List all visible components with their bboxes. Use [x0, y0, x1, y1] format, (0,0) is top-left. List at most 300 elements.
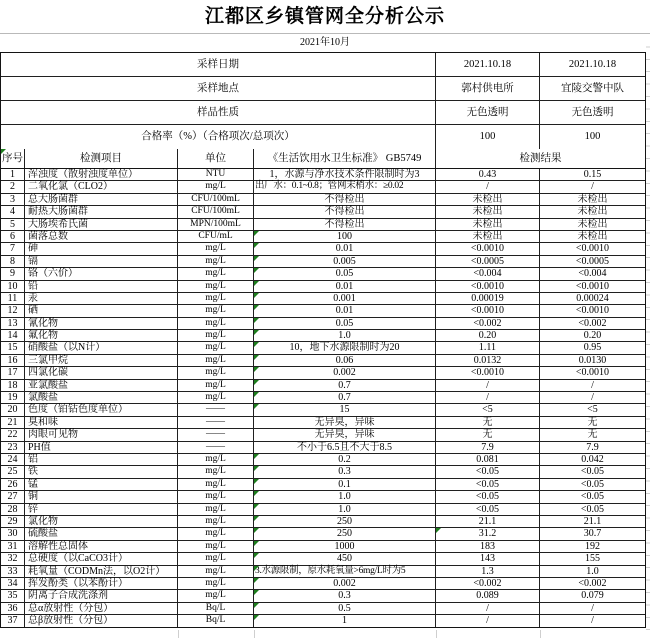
table-row: [1, 603, 645, 615]
cell-item: 臭和味: [25, 417, 178, 428]
cell-result-1: [436, 268, 540, 279]
cell-no: 19: [1, 392, 25, 403]
cell-standard: [254, 553, 436, 564]
cell-unit: MPN/100mL: [178, 219, 254, 230]
cell-result-1-text: 143: [480, 553, 495, 565]
error-triangle-icon: [254, 541, 259, 546]
cell-result-1-text: <0.002: [473, 577, 502, 589]
cell-result-1-text: <0.0010: [470, 280, 505, 292]
cell-item: 溶解性总固体: [25, 541, 178, 552]
cell-item: 阴离子合成洗涤剂: [25, 590, 178, 601]
cell-standard: [254, 219, 436, 230]
table-row: [1, 491, 645, 503]
cell-result-2: /: [591, 379, 594, 391]
cell-result-2: <0.0010: [575, 280, 610, 292]
cell-result-1-text: /: [486, 615, 489, 627]
cell-result-1: [436, 404, 540, 415]
cell-item: 铝: [25, 454, 178, 465]
error-triangle-icon: [254, 479, 259, 484]
table-row: [1, 293, 645, 305]
table-row: [1, 504, 645, 516]
cell-result-2: <0.004: [578, 268, 607, 280]
error-triangle-icon: [254, 615, 259, 620]
cell-result-1-text: 无: [482, 416, 493, 428]
cell-result-1-text: <0.05: [475, 491, 500, 503]
info-row: [1, 53, 645, 77]
cell-unit: mg/L: [178, 367, 254, 378]
cell-standard-text: 不得检出: [324, 193, 365, 205]
cell-result-2: 0.042: [581, 453, 604, 465]
cell-unit: NTU: [178, 169, 254, 180]
error-triangle-icon: [254, 318, 259, 323]
cell-standard: [254, 590, 436, 601]
cell-standard: [254, 206, 436, 217]
cell-standard-text: 0.01: [335, 243, 354, 255]
cell-item: 氰化物: [25, 318, 178, 329]
table-row: [1, 578, 645, 590]
cell-result-1-text: /: [486, 379, 489, 391]
cell-result-1: [436, 516, 540, 527]
cell-no: 17: [1, 367, 25, 378]
cell-no: 23: [1, 442, 25, 453]
cell-result-2: 0.00024: [576, 292, 609, 304]
cell-result-1-text: 31.2: [478, 528, 497, 540]
sheet-gridline: [540, 630, 541, 638]
cell-standard-text: 0.3: [338, 466, 351, 478]
cell-standard-text: 0.5: [338, 602, 351, 614]
cell-result-1: [436, 305, 540, 316]
cell-result-2: 未检出: [577, 230, 608, 242]
cell-result-1: [436, 553, 540, 564]
cell-no: 16: [1, 355, 25, 366]
table-row: [1, 305, 645, 317]
table-row: [1, 330, 645, 342]
col-header-item: 检测项目: [25, 149, 178, 168]
cell-standard: [254, 169, 436, 180]
cell-unit: mg/L: [178, 342, 254, 353]
cell-result-1-text: <0.05: [475, 478, 500, 490]
info-value-2: 2021.10.18: [568, 59, 617, 70]
error-triangle-icon: [254, 466, 259, 471]
cell-unit: Bq/L: [178, 603, 254, 614]
table-row: [1, 392, 645, 404]
cell-result-2: 30.7: [583, 528, 602, 540]
cell-result-1-text: 0.43: [478, 169, 497, 180]
cell-unit: mg/L: [178, 553, 254, 564]
cell-no: 35: [1, 590, 25, 601]
cell-result-2: 未检出: [577, 218, 608, 230]
cell-no: 18: [1, 380, 25, 391]
cell-result-1: [436, 231, 540, 242]
cell-result-2: <0.0010: [575, 243, 610, 255]
cell-no: 34: [1, 578, 25, 589]
error-triangle-icon: [254, 355, 259, 360]
table-row: [1, 528, 645, 540]
cell-item: 镉: [25, 256, 178, 267]
table-row: [1, 566, 645, 578]
cell-result-1-text: 1.11: [478, 342, 497, 354]
cell-standard-text: 0.06: [335, 354, 354, 366]
error-triangle-icon: [254, 516, 259, 521]
cell-standard-text: 0.005: [333, 255, 356, 267]
cell-unit: mg/L: [178, 590, 254, 601]
sheet-gridlines-right: [646, 35, 650, 638]
cell-result-1: [436, 541, 540, 552]
cell-standard-text: 15: [339, 404, 350, 416]
analysis-table: [0, 52, 646, 628]
table-row: [1, 479, 645, 491]
col-header-unit: 单位: [178, 149, 254, 168]
cell-result-1-text: 0.20: [478, 330, 497, 342]
cell-no: 25: [1, 466, 25, 477]
cell-result-1-text: 0.0132: [473, 354, 502, 366]
table-row: [1, 417, 645, 429]
cell-unit: CFU/100mL: [178, 206, 254, 217]
cell-result-2: 155: [585, 553, 600, 565]
table-row: [1, 243, 645, 255]
cell-result-2: <0.0010: [575, 367, 610, 379]
cell-no: 2: [1, 181, 25, 192]
info-rows: [1, 53, 645, 149]
cell-result-1-text: <0.0010: [470, 367, 505, 379]
cell-result-2: /: [591, 392, 594, 404]
cell-standard: [254, 516, 436, 527]
cell-item: 氟化物: [25, 330, 178, 341]
cell-result-1-text: /: [486, 181, 489, 193]
cell-standard: [254, 256, 436, 267]
cell-item: 氯酸盐: [25, 392, 178, 403]
cell-no: 3: [1, 194, 25, 205]
cell-no: 6: [1, 231, 25, 242]
cell-item: 色度（铂钴色度单位）: [25, 404, 178, 415]
cell-standard-text: 0.2: [338, 453, 351, 465]
cell-standard-text: 0.002: [333, 577, 356, 589]
info-value-2: 无色透明: [571, 107, 614, 118]
table-row: [1, 454, 645, 466]
cell-result-2: /: [591, 181, 594, 193]
cell-unit: mg/L: [178, 541, 254, 552]
cell-item: 氯化物: [25, 516, 178, 527]
cell-unit: mg/L: [178, 243, 254, 254]
table-row: [1, 355, 645, 367]
cell-standard: [254, 615, 436, 627]
cell-item: 大肠埃希氏菌: [25, 219, 178, 230]
cell-result-2: /: [591, 615, 594, 627]
cell-result-2: 0.20: [583, 330, 602, 342]
cell-standard: [254, 541, 436, 552]
cell-item: 砷: [25, 243, 178, 254]
cell-standard: [254, 442, 436, 453]
cell-standard: [254, 466, 436, 477]
cell-standard: [254, 578, 436, 589]
table-row: [1, 442, 645, 454]
cell-standard-text: 3.水源限制，原水耗氧量>6mg/L时为5: [255, 565, 406, 576]
table-row: [1, 553, 645, 565]
cell-unit: mg/L: [178, 268, 254, 279]
cell-result-1: [436, 243, 540, 254]
cell-unit: mg/L: [178, 479, 254, 490]
sheet-gridline: [178, 630, 179, 638]
cell-standard: [254, 603, 436, 614]
cell-item: 铬（六价）: [25, 268, 178, 279]
cell-no: 28: [1, 504, 25, 515]
cell-unit: ——: [178, 417, 254, 428]
cell-no: 21: [1, 417, 25, 428]
info-label: 采样日期: [1, 53, 436, 76]
cell-standard-text: 出厂水：0.1~0.8；管网末梢水：≥0.02: [255, 181, 404, 192]
cell-standard-text: 1000: [334, 540, 355, 552]
error-triangle-icon: [254, 367, 259, 372]
error-triangle-icon: [254, 404, 259, 409]
cell-result-1-text: 未检出: [472, 206, 503, 218]
cell-item: 三氯甲烷: [25, 355, 178, 366]
sheet-gridline: [254, 630, 255, 638]
cell-result-1: [436, 578, 540, 589]
info-label: 合格率（%）（合格项次/总项次）: [1, 125, 436, 149]
cell-result-1-text: <5: [482, 404, 493, 416]
cell-unit: mg/L: [178, 491, 254, 502]
cell-unit: mg/L: [178, 466, 254, 477]
error-triangle-icon: [254, 603, 259, 608]
cell-no: 10: [1, 281, 25, 292]
cell-result-2: <0.05: [580, 466, 605, 478]
cell-result-2: 0.079: [581, 590, 604, 602]
table-row: [1, 367, 645, 379]
cell-standard-text: 1: [342, 615, 347, 627]
cell-standard-text: 10，地下水源限制时为20: [289, 342, 400, 354]
cell-no: 37: [1, 615, 25, 627]
cell-no: 26: [1, 479, 25, 490]
cell-result-1: [436, 429, 540, 440]
error-triangle-icon: [1, 149, 6, 154]
info-label: 样品性质: [1, 101, 436, 124]
cell-result-1-text: 1.3: [481, 565, 494, 577]
cell-item: 铜: [25, 491, 178, 502]
cell-result-1-text: <0.05: [475, 466, 500, 478]
error-triangle-icon: [254, 504, 259, 509]
cell-standard-text: 0.002: [333, 367, 356, 379]
cell-standard: [254, 380, 436, 391]
cell-no: 11: [1, 293, 25, 304]
cell-item: 耐热大肠菌群: [25, 206, 178, 217]
cell-unit: ——: [178, 442, 254, 453]
error-triangle-icon: [254, 528, 259, 533]
cell-result-2: 无: [587, 416, 598, 428]
cell-standard: [254, 404, 436, 415]
cell-result-1-text: 无: [482, 429, 493, 441]
cell-unit: mg/L: [178, 318, 254, 329]
cell-item: 总大肠菌群: [25, 194, 178, 205]
cell-result-1: [436, 355, 540, 366]
cell-item: 硫酸盐: [25, 528, 178, 539]
cell-result-1: [436, 417, 540, 428]
table-row: [1, 256, 645, 268]
page-title: 江都区乡镇管网全分析公示: [204, 6, 445, 27]
cell-standard-text: 无异臭，异味: [314, 429, 375, 441]
cell-item: 锰: [25, 479, 178, 490]
cell-standard-text: 0.01: [335, 305, 354, 317]
cell-result-1: [436, 528, 540, 539]
cell-unit: mg/L: [178, 566, 254, 577]
cell-result-1: [436, 566, 540, 577]
cell-result-2: 21.1: [583, 515, 602, 527]
table-row: [1, 380, 645, 392]
cell-unit: mg/L: [178, 528, 254, 539]
cell-result-2: 0.0130: [578, 354, 607, 366]
info-value-2: 宜陵交警中队: [561, 83, 624, 94]
table-row: [1, 194, 645, 206]
cell-standard-text: 1.0: [338, 491, 351, 503]
report-month: 2021年10月: [300, 37, 350, 48]
error-triangle-icon: [436, 528, 441, 533]
cell-unit: mg/L: [178, 330, 254, 341]
info-value-1: 郭村供电所: [436, 77, 540, 100]
cell-result-2: <0.0005: [575, 255, 610, 267]
table-header-row: [1, 149, 645, 169]
cell-no: 13: [1, 318, 25, 329]
cell-standard: [254, 342, 436, 353]
cell-unit: ——: [178, 429, 254, 440]
cell-unit: mg/L: [178, 305, 254, 316]
cell-no: 12: [1, 305, 25, 316]
cell-standard: [254, 243, 436, 254]
cell-standard: [254, 566, 436, 577]
cell-result-1-text: 21.1: [478, 515, 497, 527]
cell-unit: mg/L: [178, 504, 254, 515]
info-row: [1, 101, 645, 125]
cell-no: 9: [1, 268, 25, 279]
cell-standard-text: 0.05: [335, 268, 354, 280]
cell-result-1: [436, 169, 540, 180]
cell-result-2: <0.05: [580, 503, 605, 515]
cell-standard: [254, 417, 436, 428]
cell-no: 8: [1, 256, 25, 267]
cell-item: 硒: [25, 305, 178, 316]
table-row: [1, 219, 645, 231]
error-triangle-icon: [254, 491, 259, 496]
cell-unit: mg/L: [178, 578, 254, 589]
error-triangle-icon: [254, 243, 259, 248]
cell-standard-text: 0.05: [335, 317, 354, 329]
cell-standard-text: 不得检出: [324, 206, 365, 218]
cell-standard-text: 1.0: [338, 503, 351, 515]
cell-standard: [254, 392, 436, 403]
cell-result-1: [436, 318, 540, 329]
cell-unit: mg/L: [178, 181, 254, 192]
table-row: [1, 466, 645, 478]
cell-result-1-text: <0.05: [475, 503, 500, 515]
info-value-1: 无色透明: [436, 101, 540, 124]
cell-item: 硝酸盐（以N计）: [25, 342, 178, 353]
col-header-no-label: 序号: [2, 153, 23, 164]
col-header-no: [1, 149, 25, 168]
cell-result-1: [436, 206, 540, 217]
cell-result-1: [436, 367, 540, 378]
cell-standard-text: 0.01: [335, 280, 354, 292]
error-triangle-icon: [254, 256, 259, 261]
table-row: [1, 342, 645, 354]
cell-no: 36: [1, 603, 25, 614]
cell-unit: mg/L: [178, 380, 254, 391]
cell-result-1-text: 0.089: [476, 590, 499, 602]
cell-result-2: 192: [585, 540, 600, 552]
cell-standard-text: 100: [337, 230, 352, 242]
cell-no: 32: [1, 553, 25, 564]
table-row: [1, 281, 645, 293]
cell-standard-text: 0.001: [333, 292, 356, 304]
cell-result-1-text: 未检出: [472, 230, 503, 242]
cell-result-2: <0.05: [580, 478, 605, 490]
cell-item: 总硬度（以CaCO3计）: [25, 553, 178, 564]
cell-standard-text: 不小于6.5且不大于8.5: [297, 441, 392, 453]
cell-result-1-text: /: [486, 602, 489, 614]
cell-result-1: [436, 392, 540, 403]
cell-result-1: [436, 293, 540, 304]
cell-result-1-text: <0.002: [473, 317, 502, 329]
error-triangle-icon: [254, 578, 259, 583]
cell-standard: [254, 181, 436, 192]
cell-no: 14: [1, 330, 25, 341]
cell-no: 5: [1, 219, 25, 230]
cell-standard: [254, 491, 436, 502]
cell-standard-text: 0.1: [338, 478, 351, 490]
cell-standard: [254, 479, 436, 490]
cell-standard-text: 无异臭，异味: [314, 416, 375, 428]
cell-item: 挥发酚类（以苯酚计）: [25, 578, 178, 589]
cell-result-1: [436, 442, 540, 453]
table-row: [1, 590, 645, 602]
cell-result-2: 未检出: [577, 193, 608, 205]
col-header-standard: 《生活饮用水卫生标准》 GB5749: [254, 149, 436, 168]
info-row: [1, 125, 645, 149]
cell-result-1: [436, 615, 540, 627]
cell-result-1: [436, 479, 540, 490]
error-triangle-icon: [254, 590, 259, 595]
cell-result-1-text: 0.081: [476, 453, 499, 465]
cell-standard-text: 250: [337, 515, 352, 527]
cell-no: 30: [1, 528, 25, 539]
cell-result-1-text: 未检出: [472, 218, 503, 230]
cell-result-1: [436, 504, 540, 515]
table-row: [1, 615, 645, 627]
cell-result-2: 0.15: [583, 169, 602, 180]
cell-result-1: [436, 491, 540, 502]
info-value-1: 100: [436, 125, 540, 149]
cell-standard: [254, 367, 436, 378]
table-row: [1, 516, 645, 528]
cell-standard-text: 0.7: [338, 379, 351, 391]
cell-unit: ——: [178, 404, 254, 415]
table-row: [1, 268, 645, 280]
cell-item: 总β放射性（分包）: [25, 615, 178, 627]
sheet-gridline: [436, 630, 437, 638]
cell-unit: mg/L: [178, 281, 254, 292]
cell-result-1-text: 7.9: [481, 441, 494, 453]
cell-unit: mg/L: [178, 392, 254, 403]
cell-result-1: [436, 380, 540, 391]
cell-item: 汞: [25, 293, 178, 304]
cell-item: 总α放射性（分包）: [25, 603, 178, 614]
col-header-result: 检测结果: [519, 153, 562, 164]
cell-no: 20: [1, 404, 25, 415]
cell-result-1-text: <0.004: [473, 268, 502, 280]
cell-result-1: [436, 466, 540, 477]
cell-result-2: /: [591, 602, 594, 614]
cell-standard: [254, 268, 436, 279]
cell-no: 33: [1, 566, 25, 577]
cell-result-2: <0.002: [578, 317, 607, 329]
error-triangle-icon: [254, 231, 259, 236]
